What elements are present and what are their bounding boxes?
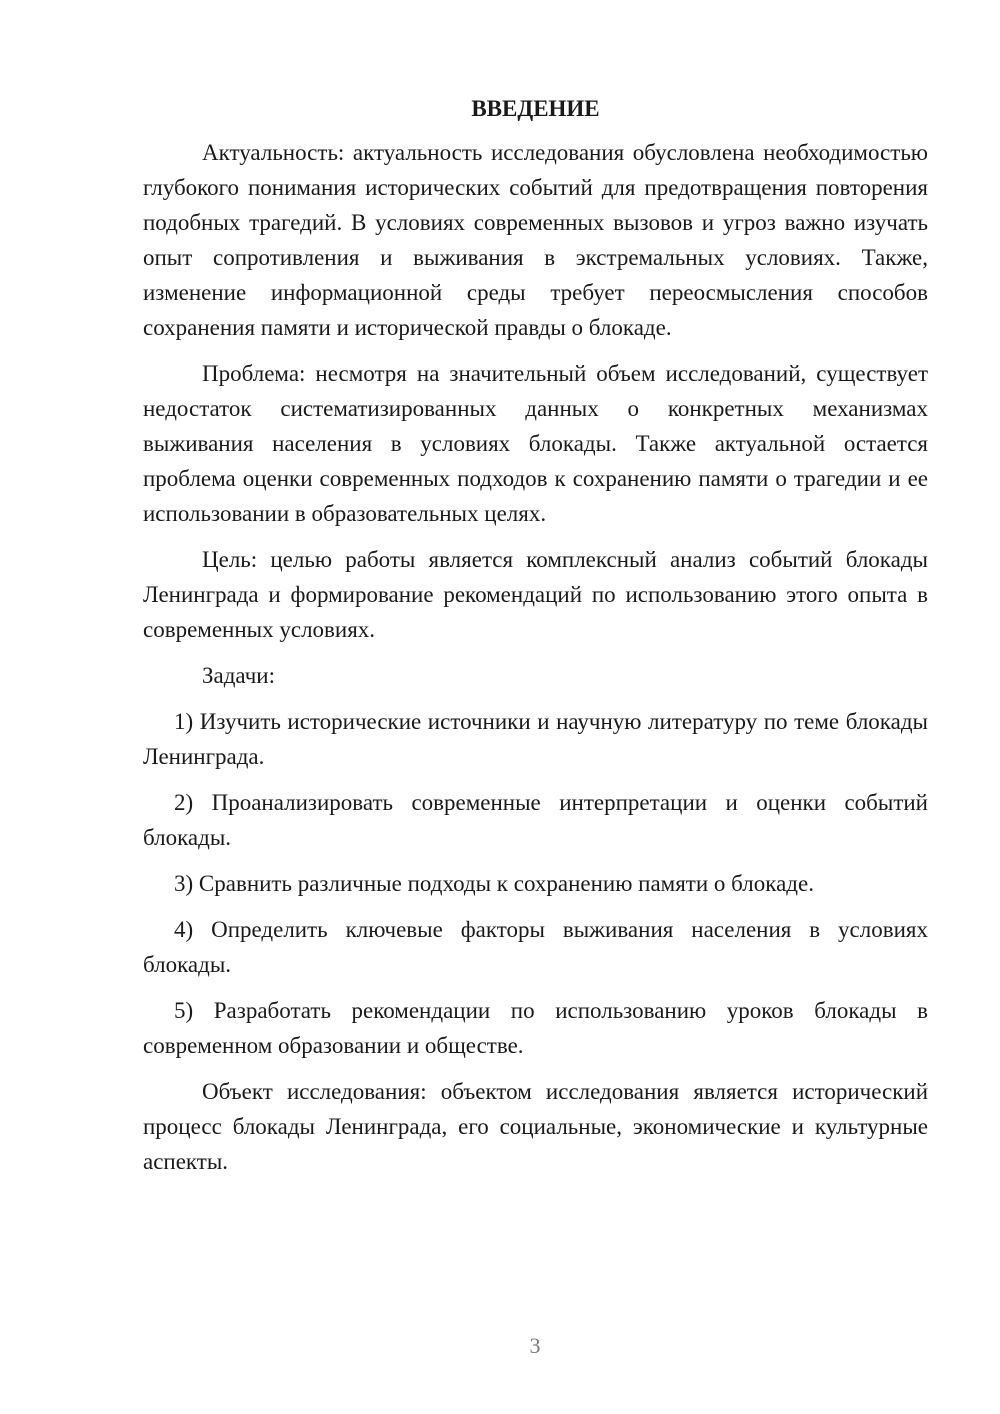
page-number: 3 — [529, 1333, 541, 1358]
paragraph-goal: Цель: целью работы является комплексный анализ событий блокады Ленинграда и формирование рекомендаций по использованию этого опыта в современных условиях. — [143, 547, 928, 642]
tasks-heading: Задачи: — [202, 663, 275, 688]
task-item: 5) Разработать рекомендации по использованию уроков блокады в современном образовании и обществе. — [143, 998, 928, 1058]
paragraph-problem: Проблема: несмотря на значительный объем исследований, существует недостаток систематизированных данных о конкретных механизмах выживания населения в условиях блокады. Также актуальной остается проблема оценки современных подходов к сохранению памяти о трагедии и ее использовании в образовательных целях. — [143, 361, 928, 526]
task-item: 4) Определить ключевые факторы выживания населения в условиях блокады. — [143, 917, 928, 977]
section-title: ВВЕДЕНИЕ — [471, 96, 600, 121]
paragraph-object: Объект исследования: объектом исследования является исторический процесс блокады Ленинграда, его социальные, экономические и культурные аспекты. — [143, 1079, 928, 1174]
task-item: 3) Сравнить различные подходы к сохранению памяти о блокаде. — [174, 871, 814, 896]
task-item: 2) Проанализировать современные интерпретации и оценки событий блокады. — [143, 790, 928, 850]
document-page — [143, 95, 928, 1190]
task-item: 1) Изучить исторические источники и научную литературу по теме блокады Ленинграда. — [143, 709, 928, 769]
paragraph-relevance: Актуальность: актуальность исследования обусловлена необходимостью глубокого понимания исторических событий для предотвращения повторения подобных трагедий. В условиях современных вызовов и угроз важно изучать опыт сопротивления и выживания в экстремальных условиях. Также, изменение информационной среды требует переосмысления способов сохранения памяти и исторической правды о блокаде. — [143, 140, 928, 340]
